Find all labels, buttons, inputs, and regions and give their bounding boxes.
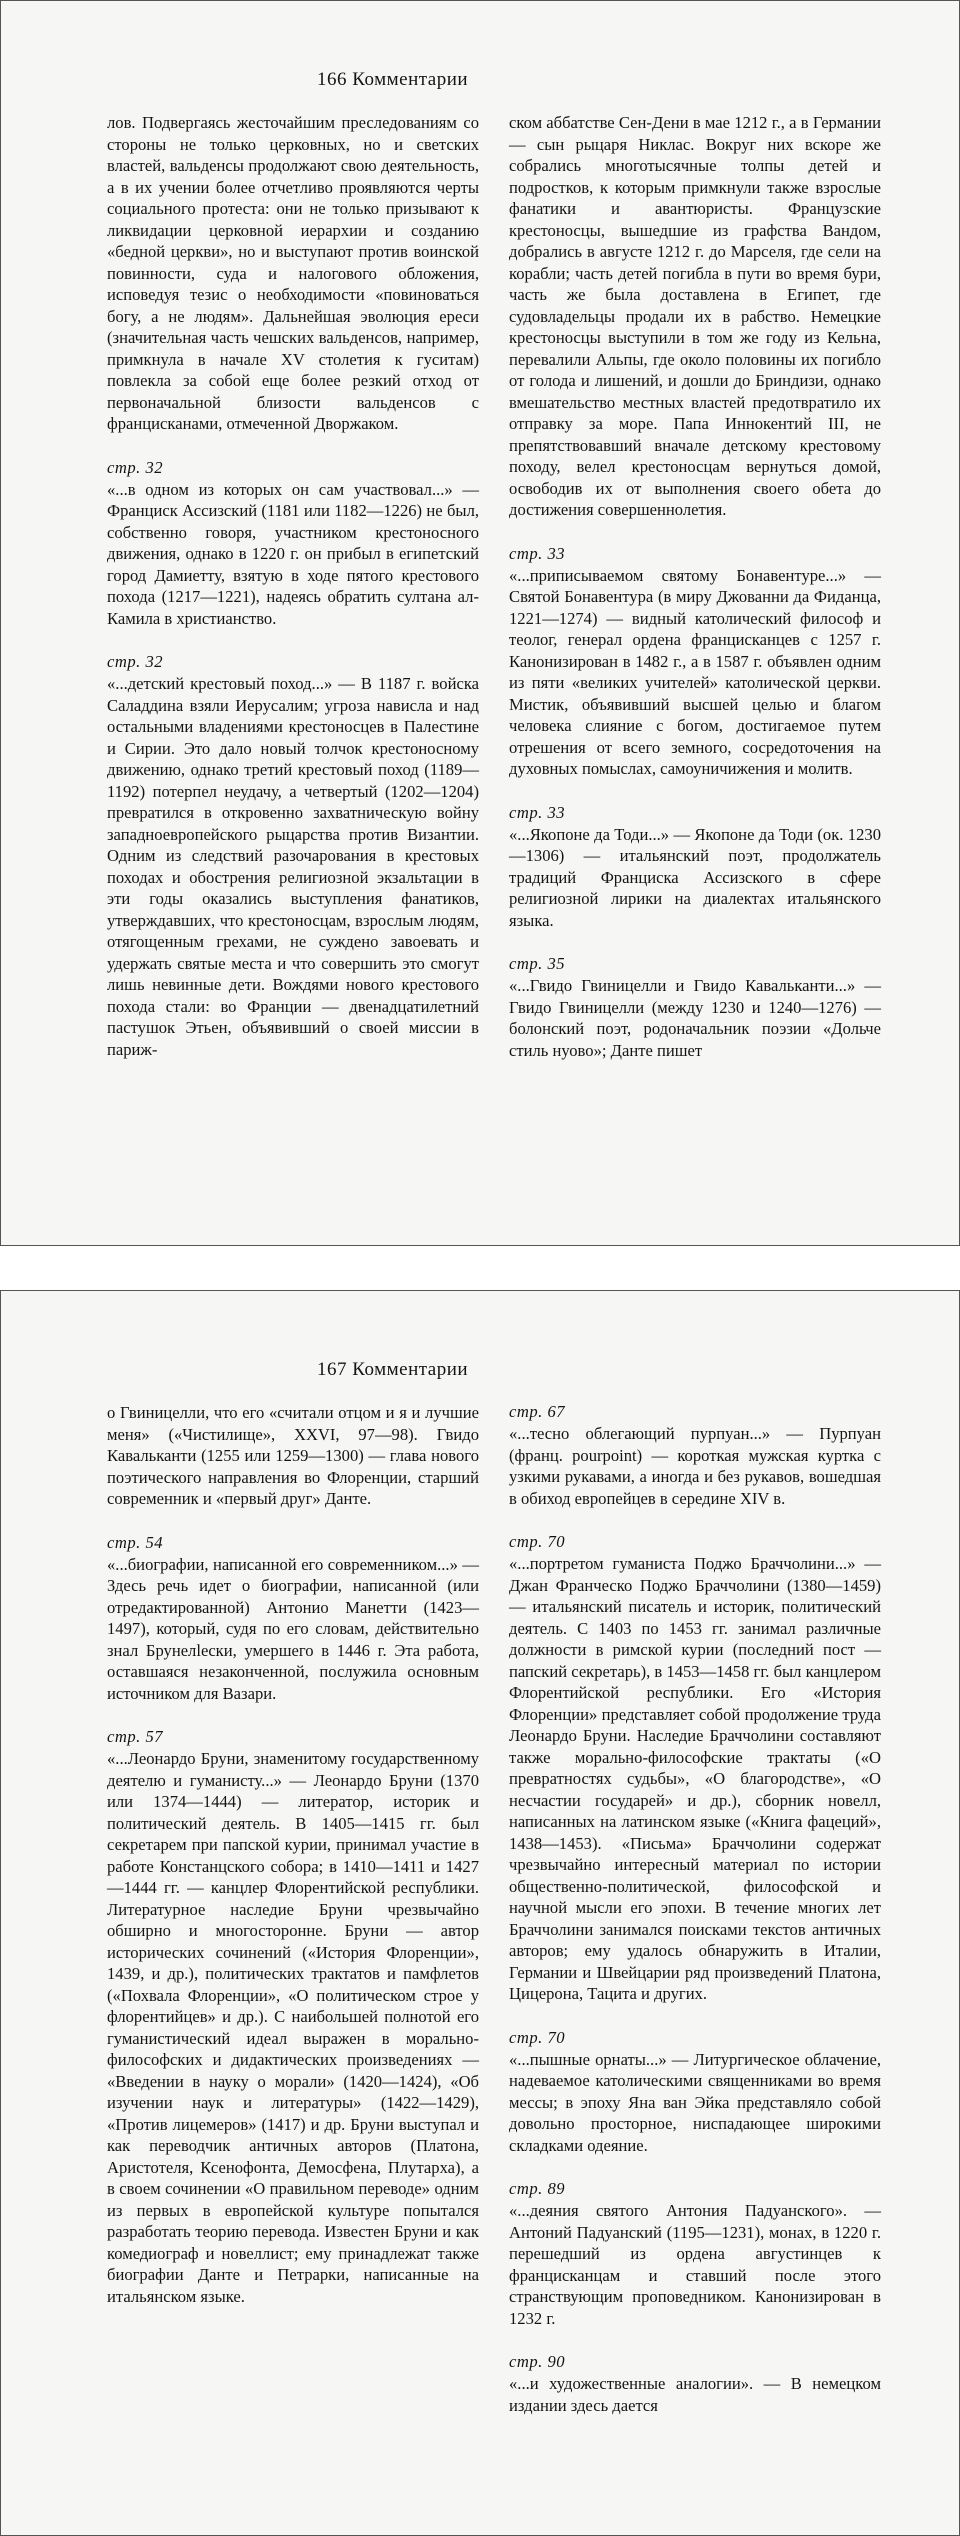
comment-entry xyxy=(509,1532,881,2005)
continuation-text: ском аббатстве Сен-Дени в мае 1212 г., а в Германии — сын рыцаря Никлас. Вокруг них вскоре же собрались многотысячные толпы детей и подростков, к которым примкнули также взрослые фанатики и авантюристы. Французские крестоносцы, вышедшие из графства Вандом, добрались в августе 1212 г. до Марселя, где сели на корабли; часть детей погибла в пути во время бури, часть же была доставлена в Египет, где судовладельцы продали их в рабство. Немецкие крестоносцы выступили в том же году из Кельна, перевалили Альпы, где около половины их погибло от голода и лишений, и дошли до Бриндизи, однако вмешательство местных властей предотвратило их отправку за море. Папа Иннокентий III, не препятствовавший вначале детскому крестовому походу, велел крестоносцам вернуться домой, освободив их от выполнения своего обета до достижения совершеннолетия. xyxy=(509,113,881,519)
left-column xyxy=(107,112,479,1060)
right-column xyxy=(509,1402,881,2416)
page-reference: стр. 70 xyxy=(509,1532,566,1551)
page-reference: стр. 33 xyxy=(509,543,566,563)
comment-text: «...тесно облегающий пурпуан...» — Пурпуан (франц. pourpoint) — короткая мужская куртка с узкими рукавами, а иногда и без рукавов, вошедшая в обиход европейцев в середине XIV в. xyxy=(509,1424,881,1508)
page-167 xyxy=(0,1290,960,2536)
comment-entry xyxy=(509,544,881,780)
page-166 xyxy=(0,0,960,1246)
comment-text: «...Якопоне да Тоди...» — Якопоне да Тоди (ок. 1230—1306) — итальянский поэт, продолжатель традиций Франциска Ассизского в сфере религиозной лирики на диалектах итальянского языка. xyxy=(509,824,881,930)
page-reference: стр. 90 xyxy=(509,2352,566,2371)
comment-entry xyxy=(509,2028,881,2157)
comment-text: «...деяния святого Антония Падуанского». — Антоний Падуанский (1195—1231), монах, в 1220 г. перешедший из ордена августинцев к францисканцам и ставший после этого странствующим проповедником. Канонизирован в 1232 г. xyxy=(509,2201,881,2328)
comment-text: «...Гвидо Гвиницелли и Гвидо Кавальканти...» — Гвидо Гвиницелли (между 1230 и 1240—1276) — болонский поэт, родоначальник поэзии «Дольче стиль нуово»; Данте пишет xyxy=(509,976,881,1060)
continuation-text: о Гвиницелли, что его «считали отцом и я и лучшие меня» («Чистилище», XXVI, 97—98). Гвидо Кавальканти (1255 или 1259—1300) — глава нового поэтического направления во Флоренции, старший современник и «первый друг» Данте. xyxy=(107,1403,479,1508)
comment-entry xyxy=(107,1727,479,2307)
comment-entry xyxy=(509,2352,881,2416)
page-reference: стр. 70 xyxy=(509,2027,566,2047)
comment-text: «...портретом гуманиста Поджо Браччолини...» — Джан Франческо Поджо Браччолини (1380—1459) — итальянский писатель и историк, политический деятель. С 1403 по 1453 гг. занимал различные должности в римской курии (последний пост — папский секретарь), в 1453—1458 гг. был канцлером Флорентийской республики. Его «История Флоренции» представляет собой продолжение труда Леонардо Бруни. Наследие Браччолини составляют также морально-философские трактаты («О превратностях судьбы», «О благородстве», «О несчастии государей» и др.), сборник новелл, написанных на латинском языке («Книга фацеций», 1438—1453). «Письма» Браччолини содержат чрезвычайно интересный материал по истории общественно-политической, философской и научной мысли его эпохи. В течение многих лет Браччолини занимался поисками текстов античных авторов; ему удалось обнаружить в Италии, Германии и Швейцарии ряд произведений Платона, Цицерона, Тацита и других. xyxy=(509,1554,881,2003)
continuation-text: лов. Подвергаясь жесточайшим преследованиям со стороны не только церковных, но и светских властей, вальденсы продолжают свою деятельность, а в их учении более отчетливо проявляются черты социального протеста: они не только призывают к ликвидации церковной иерархии и созданию «бедной церкви», но и выступают против воинской повинности, суда и налогового обложения, исповедуя тезис о необходимости «повиноваться богу, а не людям». Дальнейшая эволюция ереси (значительная часть чешских вальденсов, например, примкнула в начале XV столетия к гуситам) повлекла за собой еще более резкий отход от первоначальной близости вальденсов с францисканами, отмеченной Дворжаком. xyxy=(107,113,479,433)
comment-entry xyxy=(107,458,479,630)
comment-text: «...Леонардо Бруни, знаменитому государственному деятелю и гуманисту...» — Леонардо Бруни (1370 или 1374—1444) — литератор, историк и политический деятель. В 1405—1415 гг. был секретарем при папской курии, принимал участие в работе Констанцского собора; в 1410—1411 и 1427—1444 гг. — канцлер Флорентийской республики. Литературное наследие Бруни чрезвычайно обширно и многосторонне. Бруни — автор исторических сочинений («История Флоренции», 1439, и др.), политических трактатов и памфлетов («Похвала Флоренции», «О политическом строе у флорентийцев» и др.). С наибольшей полнотой его гуманистический идеал выражен в морально-философских и дидактических произведениях — «Введении в науку о морали» (1420—1424), «Об изучении наук и литературы» (1422—1429), «Против лицемеров» (1417) и др. Бруни выступал и как переводчик античных авторов (Платона, Аристотеля, Ксенофонта, Демосфена, Плутарха), а в своем сочинении «О правильном переводе» одним из первых в европейской культуре попытался разработать теорию перевода. Известен Бруни и как комедиограф и новеллист; ему принадлежат также биографии Данте и Петрарки, написанные на итальянском языке. xyxy=(107,1749,479,2306)
comment-entry xyxy=(509,803,881,932)
right-column xyxy=(509,112,881,1061)
comment-text: «...приписываемом святому Бонавентуре...» — Святой Бонавентура (в миру Джованни да Фиданца, 1221—1274) — видный католический философ и теолог, генерал ордена францисканцев с 1257 г. Канонизирован в 1482 г., а в 1587 г. объявлен одним из пяти «великих учителей» католической церкви. Мистик, объявивший высшей целью и благом человека слияние с богом, достигаемое путем отрешения от всего земного, сосредоточения на духовных помыслах, самоуничижения и молитв. xyxy=(509,565,881,778)
comment-entry xyxy=(509,2179,881,2329)
comment-entry xyxy=(107,652,479,1060)
comment-entry xyxy=(107,1533,479,1705)
comment-text: «...биографии, написанной его современником...» — Здесь речь идет о биографии, написанной (или отредактированной) Антонио Манетти (1423—1497), который, судя по его словам, действительно знал Брунелleски, умершего в 1446 г. Эта работа, оставшаяся незаконченной, послужила основным источником для Вазари. xyxy=(107,1554,479,1703)
comment-entry xyxy=(509,1402,881,1509)
page-header: 167 Комментарии xyxy=(317,1359,469,1380)
comment-text: «...детский крестовый поход...» — В 1187 г. войска Саладдина взяли Иерусалим; угроза нависла и над остальными владениями крестоносцев в Палестине и Сирии. Это дало новый толчок крестоносному движению, однако третий крестовый поход (1189—1192) потерпел неудачу, а четвертый (1202—1204) превратился в откровенно захватническую войну западноевропейского рыцарства против Византии. Одним из следствий разочарования в крестовых походах и обострения религиозной экзальтации в эти годы оказались выступления фанатиков, утверждавших, что крестоносцам, взрослым людям, отягощенным грехами, не суждено завоевать и удержать святые места и что совершить это смогут лишь невинные дети. Вождями нового крестового похода стали: во Франции — двенадцатилетний пастушок Этьен, объявивший о своей миссии в париж- xyxy=(107,674,479,1059)
page-header: 166 Комментарии xyxy=(317,69,469,90)
page-reference: стр. 33 xyxy=(509,802,566,822)
page-reference: стр. 32 xyxy=(107,457,164,477)
left-column xyxy=(107,1402,479,2307)
comment-text: «...пышные орнаты...» — Литургическое облачение, надеваемое католическими священниками во время мессы; в эпоху Яна ван Эйка представляло собой довольно просторное, ниспадающее широкими складками одеяние. xyxy=(509,2049,881,2155)
page-reference: стр. 35 xyxy=(509,954,566,973)
page-reference: стр. 57 xyxy=(107,1727,164,1746)
page-reference: стр. 54 xyxy=(107,1532,164,1552)
page-reference: стр. 89 xyxy=(509,2179,566,2198)
comment-text: «...и художественные аналогии». — В немецком издании здесь дается xyxy=(509,2374,881,2415)
page-reference: стр. 32 xyxy=(107,652,164,671)
page-reference: стр. 67 xyxy=(509,1402,566,1421)
comment-text: «...в одном из которых он сам участвовал...» — Франциск Ассизский (1181 или 1182—1226) не был, собственно говоря, участником крестоносного движения, однако в 1220 г. он прибыл в египетский город Дамиетту, взятую в ходе пятого крестового похода (1217—1221), надеясь обратить султана ал-Камила в христианство. xyxy=(107,479,479,628)
comment-entry xyxy=(509,954,881,1061)
